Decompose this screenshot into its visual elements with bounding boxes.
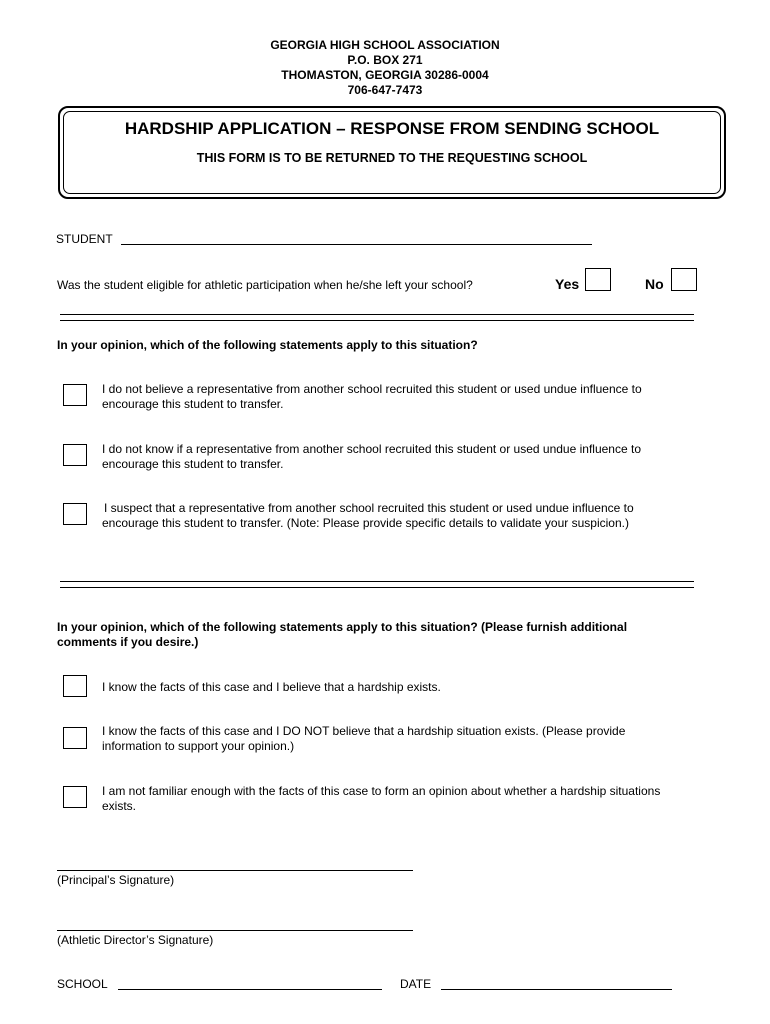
section1-question: In your opinion, which of the following statements apply to this situation?	[57, 338, 478, 352]
section1-option1-checkbox[interactable]	[63, 384, 87, 406]
principal-signature-label: (Principal’s Signature)	[57, 873, 175, 887]
student-label: STUDENT	[56, 232, 113, 246]
section1-option2-checkbox[interactable]	[63, 444, 87, 466]
student-name-field[interactable]	[121, 244, 592, 245]
no-checkbox[interactable]	[671, 268, 697, 291]
section2-option2-line2: information to support your opinion.)	[102, 739, 295, 753]
association-name: GEORGIA HIGH SCHOOL ASSOCIATION	[270, 38, 500, 52]
section1-option1-line1: I do not believe a representative from another school recruited this student or used undue influence to	[102, 382, 642, 396]
section2-question-line1: In your opinion, which of the following statements apply to this situation? (Please furnish additional	[57, 620, 628, 634]
section-divider	[60, 314, 694, 321]
athletic-director-signature-label: (Athletic Director’s Signature)	[57, 933, 214, 947]
yes-label: Yes	[555, 276, 580, 292]
section2-option3-line2: exists.	[102, 799, 137, 813]
section1-option3-checkbox[interactable]	[63, 503, 87, 525]
section1-option1-line2: encourage this student to transfer.	[102, 397, 284, 411]
association-city: THOMASTON, GEORGIA 30286-0004	[281, 68, 489, 82]
school-field[interactable]	[118, 989, 382, 990]
section2-question-line2: comments if you desire.)	[57, 635, 199, 649]
date-label: DATE	[400, 977, 432, 991]
association-po-box: P.O. BOX 271	[347, 53, 423, 67]
section1-option3-line1: I suspect that a representative from another school recruited this student or used undue influence to	[104, 501, 634, 515]
section2-option2-checkbox[interactable]	[63, 727, 87, 749]
association-phone: 706-647-7473	[347, 83, 423, 97]
section2-option2-line1: I know the facts of this case and I DO NOT believe that a hardship situation exists. (Please provide	[102, 724, 626, 738]
principal-signature-line[interactable]	[57, 870, 413, 871]
eligibility-question: Was the student eligible for athletic participation when he/she left your school?	[57, 278, 473, 292]
school-label: SCHOOL	[57, 977, 108, 991]
section1-option2-line1: I do not know if a representative from another school recruited this student or used undue influence to	[102, 442, 641, 456]
yes-checkbox[interactable]	[585, 268, 611, 291]
section2-option3-checkbox[interactable]	[63, 786, 87, 808]
athletic-director-signature-line[interactable]	[57, 930, 413, 931]
section1-option3-line2: encourage this student to transfer. (Note: Please provide specific details to validate your suspicion.)	[102, 516, 629, 530]
section1-option2-line2: encourage this student to transfer.	[102, 457, 284, 471]
form-title: HARDSHIP APPLICATION – RESPONSE FROM SENDING SCHOOL	[124, 119, 660, 138]
section-divider	[60, 581, 694, 588]
section2-option1-checkbox[interactable]	[63, 675, 87, 697]
form-subtitle: THIS FORM IS TO BE RETURNED TO THE REQUESTING SCHOOL	[196, 151, 588, 165]
section2-option3-line1: I am not familiar enough with the facts of this case to form an opinion about whether a hardship situations	[102, 784, 661, 798]
no-label: No	[645, 276, 664, 292]
date-field[interactable]	[441, 989, 672, 990]
section2-option1-line1: I know the facts of this case and I believe that a hardship exists.	[102, 680, 441, 694]
